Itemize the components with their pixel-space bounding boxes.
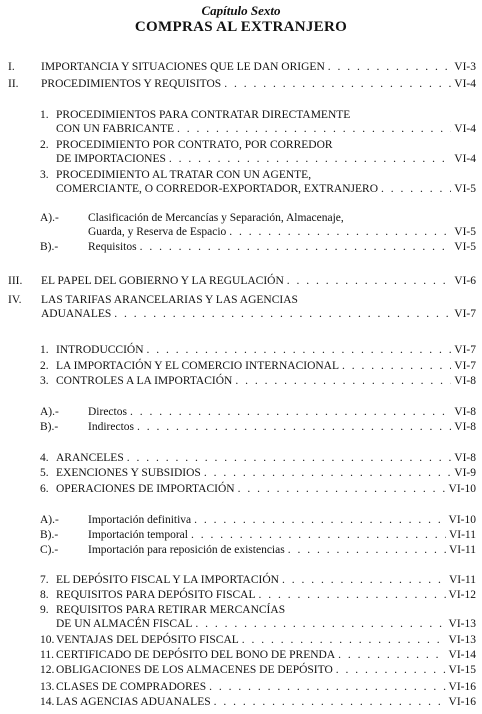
toc-entry-title: ARANCELES [56, 452, 124, 464]
dot-leader [137, 420, 451, 434]
toc-entry-title: PROCEDIMIENTOS PARA CONTRATAR DIRECTAMENTE [56, 109, 351, 121]
toc-entry-title: LAS TARIFAS ARANCELARIAS Y LAS AGENCIAS [41, 294, 298, 306]
toc-page-number: VI-14 [448, 649, 476, 661]
toc-page-number: VI-9 [454, 467, 476, 479]
toc-entry-number: 14. [40, 696, 55, 708]
toc-entry [40, 663, 476, 677]
toc-entry [40, 466, 476, 480]
toc-page-number: VI-4 [454, 153, 476, 165]
toc-page-number: VI-4 [454, 123, 476, 135]
toc-page-number: VI-11 [448, 529, 476, 541]
dot-leader [147, 343, 452, 357]
chapter-kicker: Capítulo Sexto [201, 3, 281, 18]
toc-page-number: VI-5 [454, 241, 476, 253]
toc-entry [40, 633, 476, 647]
dot-leader [381, 182, 451, 196]
toc-entry-number: 3. [40, 169, 49, 181]
toc-entry [40, 374, 476, 388]
toc-entry-title: LA IMPORTACIÓN Y EL COMERCIO INTERNACIONAL [56, 360, 340, 372]
toc-entry-number: A).- [40, 406, 59, 418]
toc-entry-title: OBLIGACIONES DE LOS ALMACENES DE DEPÓSITO [56, 664, 333, 676]
toc-entry-number: 2. [40, 360, 49, 372]
toc-entry-title: CONTROLES A LA IMPORTACIÓN [56, 375, 233, 387]
toc-entry [40, 240, 476, 254]
dot-leader [195, 617, 445, 631]
toc-entry [40, 680, 476, 694]
dot-leader [338, 648, 445, 662]
toc-entry-number: 5. [40, 467, 49, 479]
toc-entry [8, 274, 476, 288]
dot-leader [114, 307, 451, 321]
toc-entry [40, 343, 476, 357]
toc-page-number: VI-7 [454, 308, 476, 320]
toc-entry [40, 405, 476, 419]
toc-entry [40, 420, 476, 434]
toc-entry [40, 138, 476, 166]
toc-page-number: VI-7 [454, 360, 476, 372]
toc-page-number: VI-8 [454, 421, 476, 433]
toc-entry [8, 77, 476, 91]
toc-page-number: VI-16 [448, 681, 476, 693]
toc-entry-title: Importación definitiva [88, 514, 192, 526]
toc-page-number: VI-7 [454, 344, 476, 356]
toc-entry-title: ADUANALES [41, 308, 112, 320]
dot-leader [288, 543, 446, 557]
toc-page-number: VI-16 [448, 696, 476, 708]
dot-leader [177, 122, 451, 136]
toc-entry-number: 4. [40, 452, 49, 464]
toc-page-number: VI-13 [448, 618, 476, 630]
toc-entry-number: B).- [40, 241, 59, 253]
toc-entry-number: 3. [40, 375, 49, 387]
toc-entry-number: III. [8, 275, 23, 287]
toc-entry-title: Directos [88, 406, 127, 418]
toc-entry [40, 573, 476, 587]
toc-entry-number: 7. [40, 574, 49, 586]
toc-entry-number: A).- [40, 514, 59, 526]
toc-entry [40, 588, 476, 602]
toc-entry-number: 2. [40, 139, 49, 151]
dot-leader [259, 588, 446, 602]
toc-entry-title: CLASES DE COMPRADORES [56, 681, 207, 693]
toc-entry-number: 11. [40, 649, 54, 661]
toc-entry [40, 168, 476, 196]
toc-entry-title: Requisitos [88, 241, 137, 253]
toc-page-number: VI-11 [448, 574, 476, 586]
toc-entry-number: 1. [40, 344, 49, 356]
toc-entry-number: C).- [40, 544, 59, 556]
toc-entry [8, 60, 476, 74]
toc-entry-number: 6. [40, 483, 49, 495]
toc-entry-title: LAS AGENCIAS ADUANALES [56, 696, 211, 708]
toc-page-number: VI-8 [454, 406, 476, 418]
toc-entry-title: PROCEDIMIENTOS Y REQUISITOS [41, 78, 222, 90]
toc-entry-number: B).- [40, 421, 59, 433]
toc-page-number: VI-13 [448, 634, 476, 646]
toc-entry [40, 543, 476, 557]
toc-entry-title: INTRODUCCIÓN [56, 344, 144, 356]
toc-entry-title: DE IMPORTACIONES [56, 153, 166, 165]
toc-entry [40, 108, 476, 136]
dot-leader [209, 680, 445, 694]
toc-entry [40, 513, 476, 527]
dot-leader [204, 466, 451, 480]
dot-leader [238, 482, 446, 496]
dot-leader [127, 451, 452, 465]
toc-page-number: VI-15 [448, 664, 476, 676]
toc-entry [40, 359, 476, 373]
toc-entry-number: 1. [40, 109, 49, 121]
toc-entry-title: EL PAPEL DEL GOBIERNO Y LA REGULACIÓN [41, 275, 284, 287]
toc-page-number: VI-4 [454, 78, 476, 90]
toc-entry [40, 603, 476, 631]
toc-entry-title: Guarda, y Reserva de Espacio [88, 226, 227, 238]
toc-entry-number: I. [8, 61, 15, 73]
dot-leader [214, 695, 446, 709]
toc-page-number: VI-10 [448, 483, 476, 495]
toc-entry [40, 451, 476, 465]
dot-leader [328, 60, 452, 74]
toc-page-number: VI-12 [448, 589, 476, 601]
toc-entry-title: Indirectos [88, 421, 134, 433]
toc-page-number: VI-6 [454, 275, 476, 287]
toc-entry-title: OPERACIONES DE IMPORTACIÓN [56, 483, 235, 495]
toc-page-number: VI-5 [454, 226, 476, 238]
toc-entry-number: A).- [40, 212, 59, 224]
dot-leader [224, 77, 451, 91]
toc-entry-title: REQUISITOS PARA RETIRAR MERCANCÍAS [56, 604, 286, 616]
toc-entry-title: REQUISITOS PARA DEPÓSITO FISCAL [56, 589, 256, 601]
chapter-title: COMPRAS AL EXTRANJERO [134, 19, 348, 35]
dot-leader [287, 274, 452, 288]
toc-entry-title: COMERCIANTE, O CORREDOR-EXPORTADOR, EXTRANJERO [56, 183, 378, 195]
dot-leader [169, 152, 451, 166]
toc-entry [40, 648, 476, 662]
dot-leader [229, 225, 451, 239]
toc-entry-title: Importación para reposición de existencias [88, 544, 285, 556]
toc-entry-title: EL DEPÓSITO FISCAL Y LA IMPORTACIÓN [56, 574, 279, 586]
toc-page-number: VI-11 [448, 544, 476, 556]
toc-page-number: VI-10 [448, 514, 476, 526]
toc-entry-title: Clasificación de Mercancías y Separación, Almacenaje, [88, 212, 344, 224]
dot-leader [194, 513, 445, 527]
toc-page-number: VI-3 [454, 61, 476, 73]
toc-entry [40, 211, 476, 239]
dot-leader [140, 240, 452, 254]
dot-leader [342, 359, 451, 373]
toc-entry [40, 482, 476, 496]
toc-entry-number: 8. [40, 589, 49, 601]
toc-entry [40, 695, 476, 709]
dot-leader [130, 405, 451, 419]
toc-entry-title: Importación temporal [88, 529, 188, 541]
dot-leader [235, 374, 451, 388]
toc-entry-number: 10. [40, 634, 55, 646]
toc-page-number: VI-8 [454, 452, 476, 464]
toc-entry [8, 293, 476, 321]
toc-entry-title: CERTIFICADO DE DEPÓSITO DEL BONO DE PRENDA [56, 649, 336, 661]
toc-entry-number: B).- [40, 529, 59, 541]
dot-leader [191, 528, 446, 542]
toc-entry-title: CON UN FABRICANTE [56, 123, 174, 135]
toc-entry-title: PROCEDIMIENTO AL TRATAR CON UN AGENTE, [56, 169, 312, 181]
toc-entry-number: IV. [8, 294, 22, 306]
toc-entry-number: II. [8, 78, 19, 90]
dot-leader [336, 663, 446, 677]
toc-entry-title: VENTAJAS DEL DEPÓSITO FISCAL [56, 634, 239, 646]
toc-entry-number: 12. [40, 664, 55, 676]
toc-entry-title: PROCEDIMIENTO POR CONTRATO, POR CORREDOR [56, 139, 333, 151]
toc-entry [40, 528, 476, 542]
toc-entry-number: 13. [40, 681, 55, 693]
toc-entry-number: 9. [40, 604, 49, 616]
toc-entry-title: EXENCIONES Y SUBSIDIOS [56, 467, 201, 479]
dot-leader [282, 573, 446, 587]
dot-leader [242, 633, 446, 647]
toc-entry-title: IMPORTANCIA Y SITUACIONES QUE LE DAN ORIGEN [41, 61, 325, 73]
toc-page-number: VI-8 [454, 375, 476, 387]
toc-page-number: VI-5 [454, 183, 476, 195]
toc-entry-title: DE UN ALMACÉN FISCAL [56, 618, 193, 630]
